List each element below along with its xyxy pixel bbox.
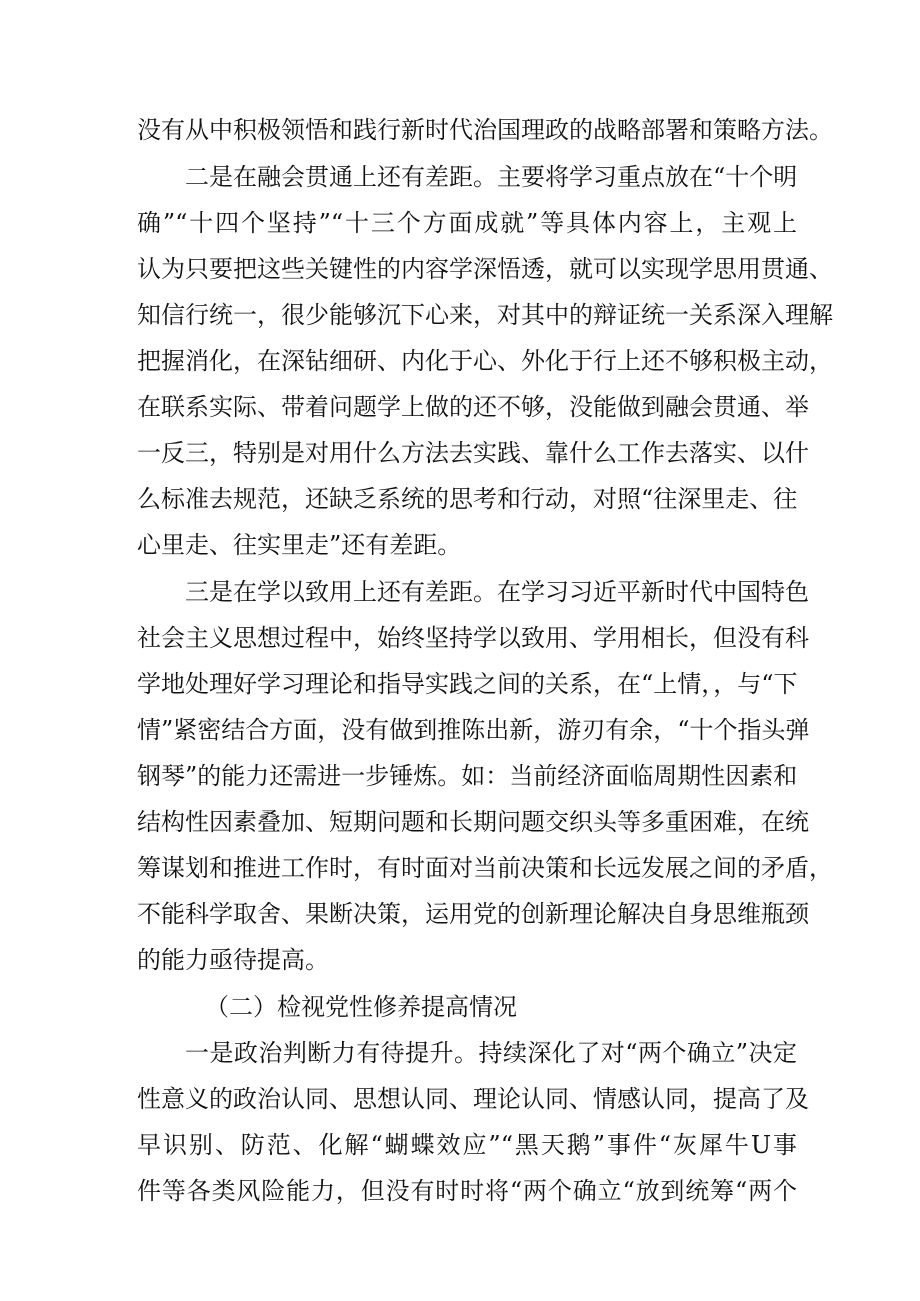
paragraph-line: 知信行统一，很少能够沉下心来，对其中的辩证统一关系深入理解 xyxy=(137,301,833,329)
paragraph-line: 结构性因素叠加、短期问题和长期问题交织头等多重困难，在统 xyxy=(137,808,809,836)
paragraph-line: 情”紧密结合方面，没有做到推陈出新，游刃有余，“十个指头弹 xyxy=(137,716,810,744)
paragraph-line: 社会主义思想过程中，始终坚持学以致用、学用相长，但没有科 xyxy=(137,624,809,652)
paragraph-line: 二是在融会贯通上还有差距。主要将学习重点放在“十个明 xyxy=(185,163,798,191)
paragraph-line: 钢琴”的能力还需进一步锤炼。如：当前经济面临周期性因素和 xyxy=(137,762,798,790)
paragraph-line: 心里走、往实里走”还有差距。 xyxy=(137,531,462,559)
paragraph-line: 三是在学以致用上还有差距。在学习习近平新时代中国特色 xyxy=(185,578,809,606)
paragraph-line: 件等各类风险能力，但没有时时将“两个确立“放到统筹“两个 xyxy=(137,1177,797,1205)
paragraph-line: 学地处理好学习理论和指导实践之间的关系，在“上情，，与“下 xyxy=(137,670,798,698)
paragraph-line: 确”“十四个坚持”“十三个方面成就”等具体内容上，主观上 xyxy=(137,209,797,237)
section-heading: （二）检视党性修养提高情况 xyxy=(205,993,517,1021)
paragraph-line: 认为只要把这些关键性的内容学深悟透，就可以实现学思用贯通、 xyxy=(137,255,833,283)
paragraph-line: 在联系实际、带着问题学上做的还不够，没能做到融会贯通、举 xyxy=(137,393,809,421)
paragraph-line: 不能科学取舍、果断决策，运用党的创新理论解决自身思维瓶颈 xyxy=(137,900,809,928)
paragraph-line: 么标准去规范，还缺乏系统的思考和行动，对照“往深里走、往 xyxy=(137,485,798,513)
paragraph-line: 一反三，特别是对用什么方法去实践、靠什么工作去落实、以什 xyxy=(137,439,809,467)
paragraph-line: 没有从中积极领悟和践行新时代治国理政的战略部署和策略方法。 xyxy=(137,116,833,144)
paragraph-line: 的能力亟待提高。 xyxy=(137,946,329,974)
paragraph-line: 一是政治判断力有待提升。持续深化了对“两个确立”决定 xyxy=(185,1039,797,1067)
paragraph-line: 把握消化，在深钻细研、内化于心、外化于行上还不够积极主动， xyxy=(137,347,833,375)
paragraph-line: 性意义的政治认同、思想认同、理论认同、情感认同，提高了及 xyxy=(137,1085,809,1113)
paragraph-line: 早识别、防范、化解“蝴蝶效应”“黑天鹅”事件“灰犀牛U事 xyxy=(137,1131,797,1159)
paragraph-line: 筹谋划和推进工作时，有时面对当前决策和长远发展之间的矛盾， xyxy=(137,854,833,882)
